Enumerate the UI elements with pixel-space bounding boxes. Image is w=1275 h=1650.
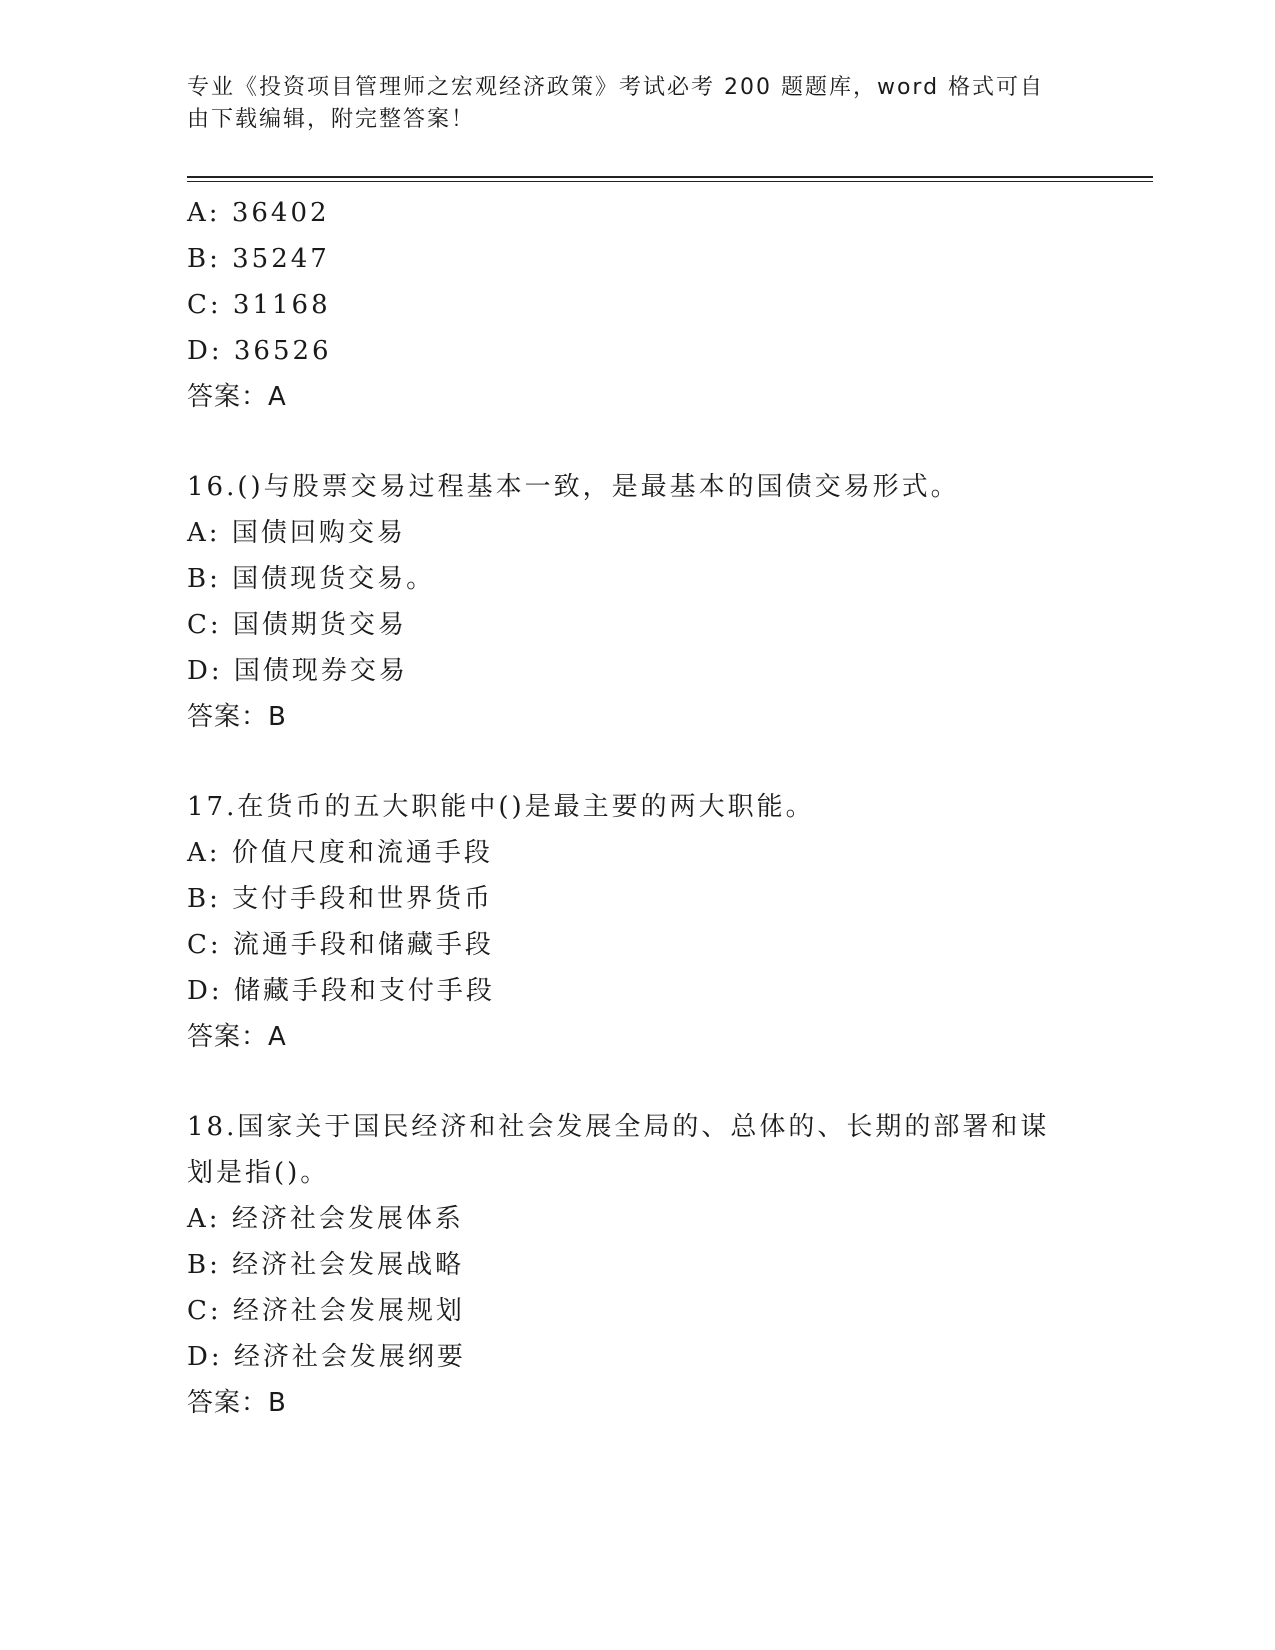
option-label: B: (187, 244, 221, 274)
option-d (187, 1334, 1087, 1380)
option-c (187, 602, 1087, 648)
option-b (187, 236, 1087, 282)
option-text: 经济社会发展纲要 (233, 1342, 466, 1372)
option-label: B: (187, 564, 221, 594)
option-text: 支付手段和世界货币 (232, 884, 494, 914)
spacer (187, 420, 1087, 464)
option-c (187, 922, 1087, 968)
option-text: 国债回购交易 (231, 518, 406, 548)
question-block-18 (187, 1104, 1087, 1426)
option-text: 31168 (232, 290, 331, 320)
option-label: B: (187, 884, 221, 914)
option-c (187, 1288, 1087, 1334)
question-block-16 (187, 464, 1087, 740)
option-text: 36526 (233, 336, 332, 366)
option-label: C: (187, 1296, 222, 1326)
option-text: 经济社会发展战略 (232, 1250, 465, 1280)
option-text: 国债现券交易 (233, 656, 408, 686)
option-label: A: (187, 838, 221, 868)
option-b (187, 556, 1087, 602)
option-label: C: (187, 930, 222, 960)
option-text: 经济社会发展体系 (231, 1204, 464, 1234)
option-a (187, 1196, 1087, 1242)
option-label: A: (187, 198, 221, 228)
spacer (187, 740, 1087, 784)
option-a (187, 830, 1087, 876)
document-header: 专业《投资项目管理师之宏观经济政策》考试必考 200 题题库，word 格式可自由下载编辑，附完整答案！ (187, 75, 1045, 132)
option-label: C: (187, 290, 222, 320)
option-text: 国债期货交易 (232, 610, 407, 640)
option-text: 价值尺度和流通手段 (231, 838, 493, 868)
option-a (187, 510, 1087, 556)
answer-line: 答案：B (187, 702, 287, 732)
option-label: B: (187, 1250, 221, 1280)
option-d (187, 968, 1087, 1014)
option-c (187, 282, 1087, 328)
answer-line: 答案：A (187, 382, 287, 412)
answer-line: 答案：B (187, 1388, 287, 1418)
question-block-17 (187, 784, 1087, 1060)
answer-line: 答案：A (187, 1022, 287, 1052)
option-text: 国债现货交易。 (232, 564, 436, 594)
option-d (187, 328, 1087, 374)
option-text: 36402 (231, 198, 330, 228)
option-label: D: (187, 336, 223, 366)
option-text: 35247 (232, 244, 330, 274)
question-text: 18.国家关于国民经济和社会发展全局的、总体的、长期的部署和谋划是指()。 (187, 1112, 1050, 1188)
option-text: 经济社会发展规划 (232, 1296, 465, 1326)
header-divider-thick (187, 176, 1153, 178)
option-label: A: (187, 1204, 221, 1234)
option-text: 储藏手段和支付手段 (233, 976, 495, 1006)
question-text: 16.()与股票交易过程基本一致，是最基本的国债交易形式。 (187, 472, 960, 502)
option-label: D: (187, 1342, 223, 1372)
option-label: C: (187, 610, 222, 640)
option-text: 流通手段和储藏手段 (232, 930, 494, 960)
question-block-15 (187, 190, 1087, 420)
option-b (187, 876, 1087, 922)
header-divider-thin (187, 181, 1153, 182)
option-label: D: (187, 656, 223, 686)
question-list (187, 190, 1087, 1426)
question-text: 17.在货币的五大职能中()是最主要的两大职能。 (187, 792, 815, 822)
spacer (187, 1060, 1087, 1104)
option-label: A: (187, 518, 221, 548)
option-d (187, 648, 1087, 694)
option-label: D: (187, 976, 223, 1006)
option-a (187, 190, 1087, 236)
option-b (187, 1242, 1087, 1288)
